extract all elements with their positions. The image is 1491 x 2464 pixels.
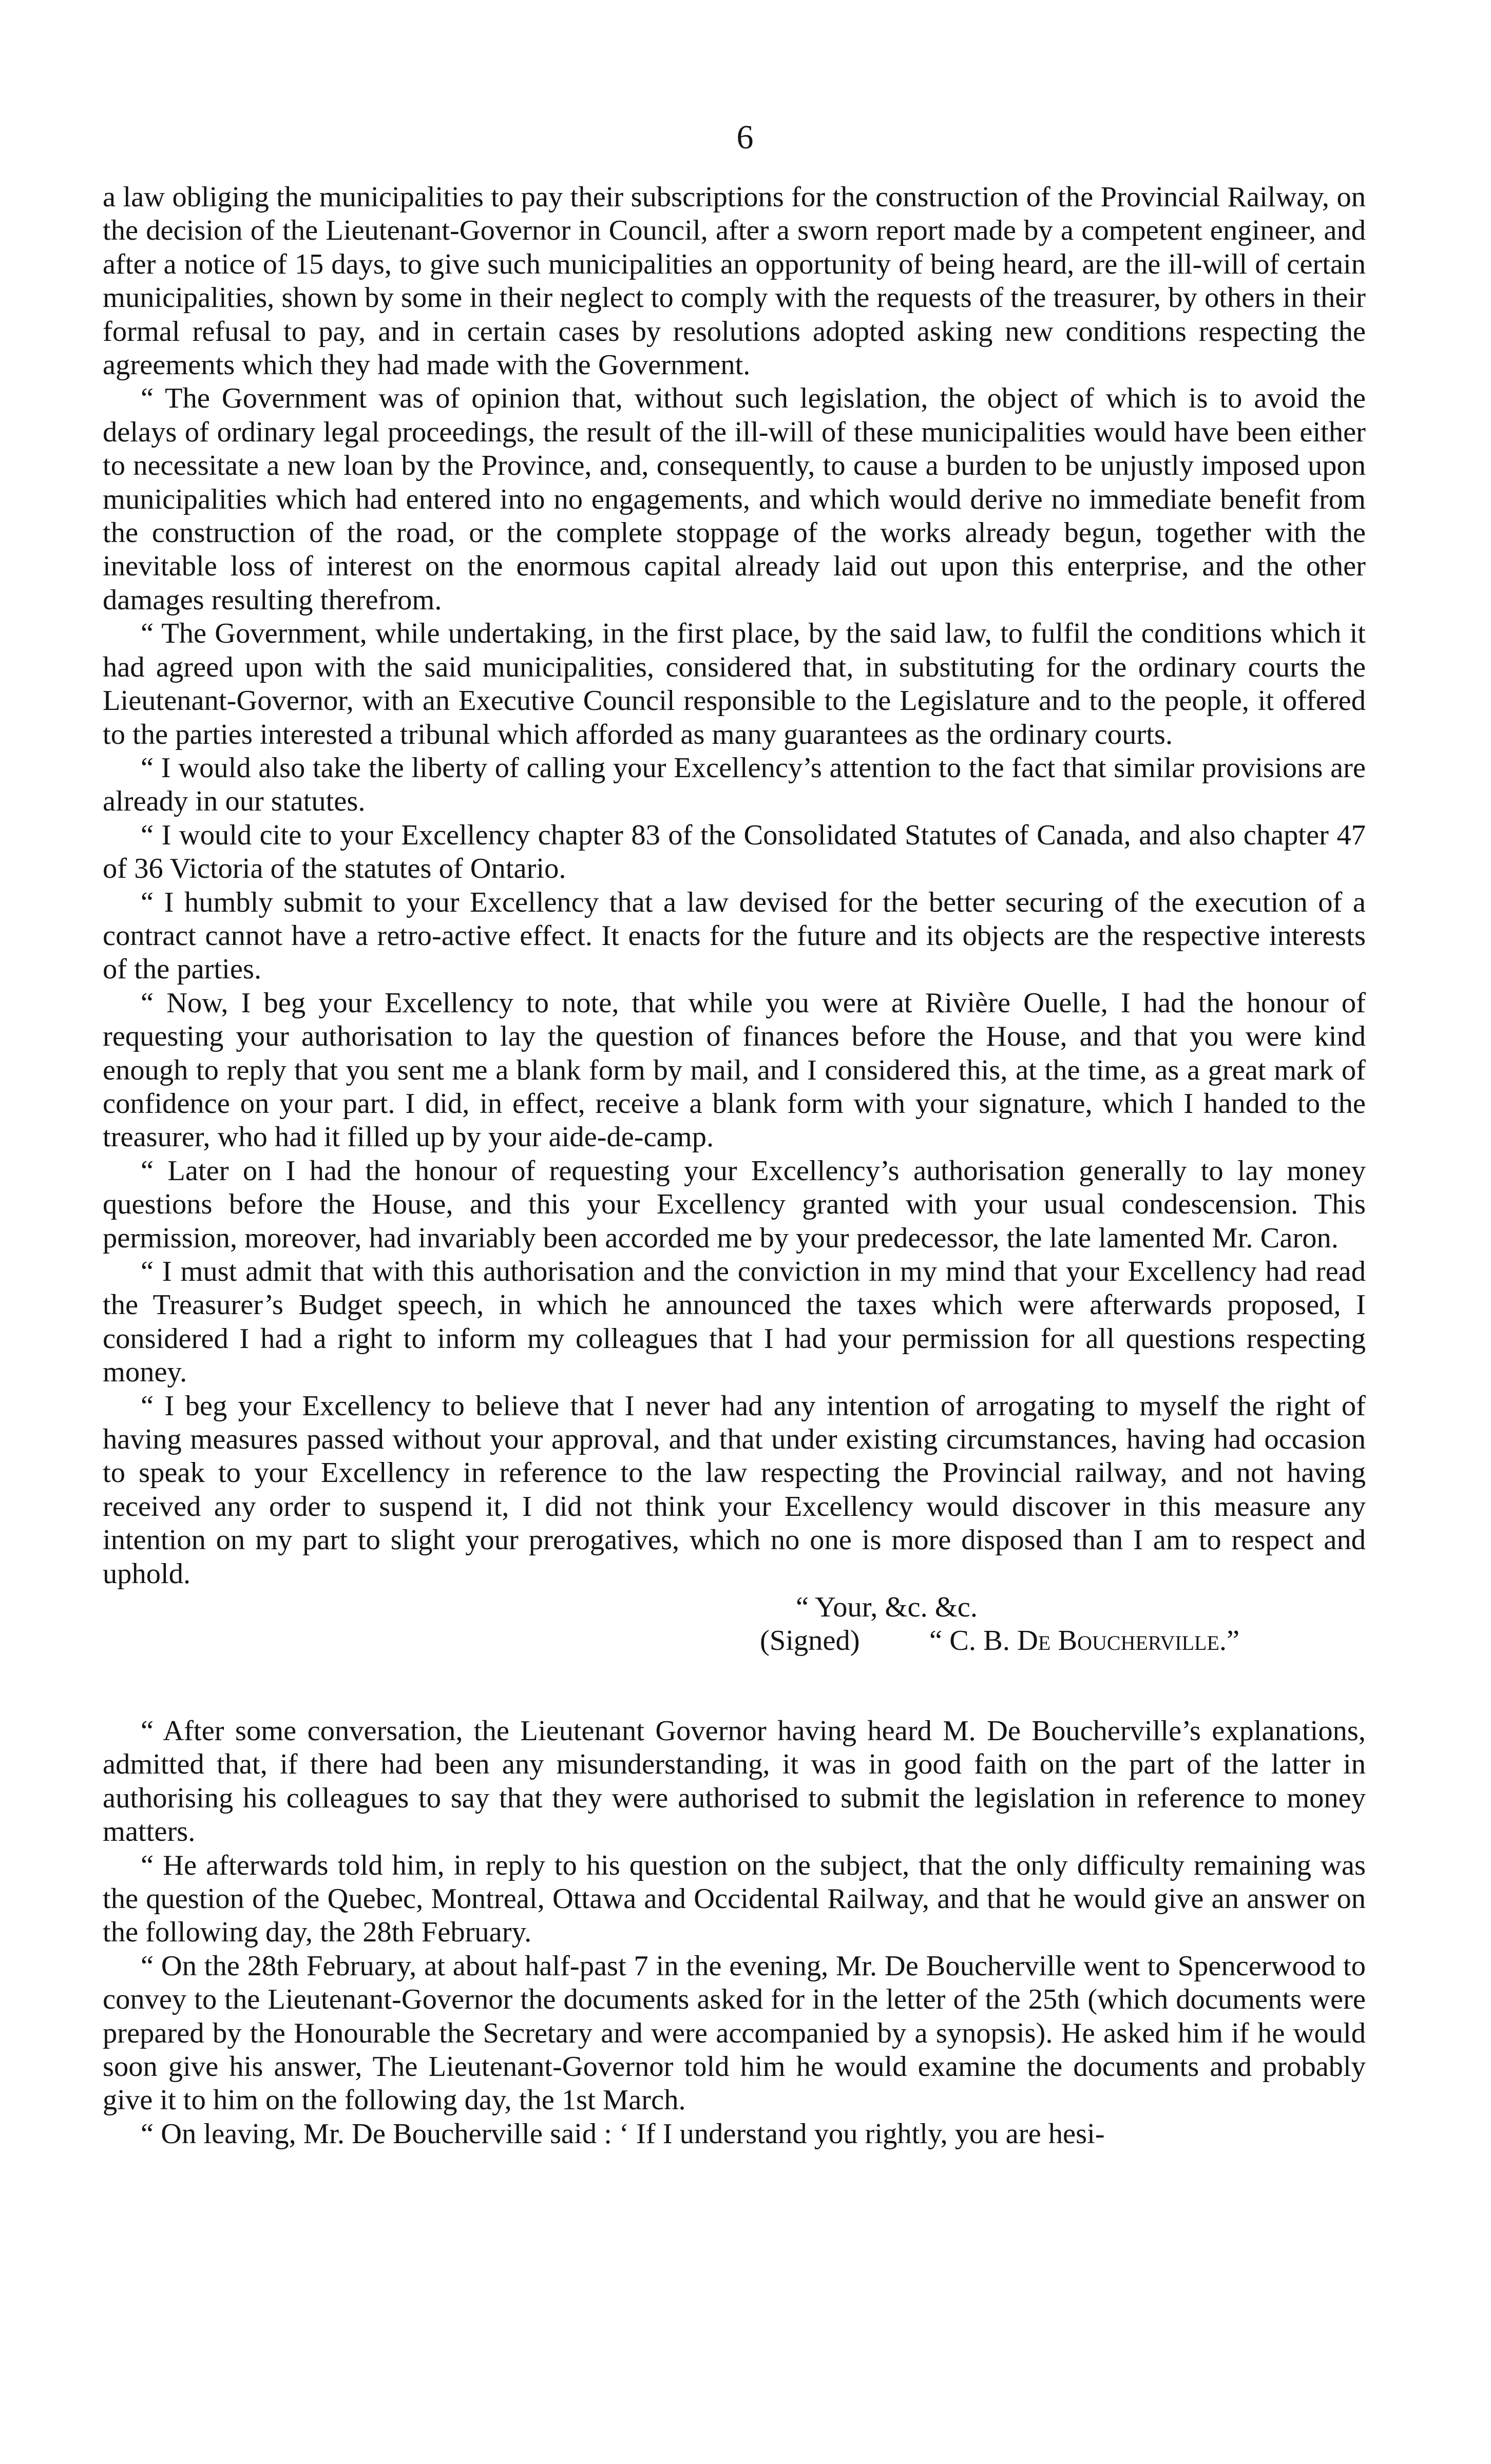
signature-close: .” bbox=[1219, 1625, 1240, 1657]
narrative-paragraph: “ After some conversation, the Lieutenant Governor having heard M. De Boucherville’s explanations, admitted that, if there had been any misunderstanding, it was in good faith on the part of the latter in authorising his colleagues to say that they were authorised to submit the legislation in reference to money matters. bbox=[103, 1715, 1366, 1848]
letter-paragraph: “ Now, I beg your Excellency to note, that while you were at Rivière Ouelle, I had the honour of requesting your authorisation to lay the question of finances before the House, and that you were kind enough to reply that you sent me a blank form by mail, and I considered this, at the time, as a great mark of confidence on your part. I did, in effect, receive a blank form with your signature, which I handed to the treasurer, who had it filled up by your aide-de-camp. bbox=[103, 987, 1366, 1153]
signature-open: “ C. B. bbox=[929, 1625, 1018, 1657]
letter-paragraph: “ I must admit that with this authorisation and the conviction in my mind that your Excellency had read the Treasurer’s Budget speech, in which he announced the taxes which were afterwards proposed, I considered I had a right to inform my colleagues that I had your permission for all questions respecting money. bbox=[103, 1256, 1366, 1389]
letter-paragraph: “ The Government, while undertaking, in the first place, by the said law, to fulfil the conditions which it had agreed upon with the said municipalities, considered that, in substituting for the ordinary courts the Lieutenant-Governor, with an Executive Council responsible to the Legislature and to the people, it offered to the parties interested a tribunal which afforded as many guarantees as the ordinary courts. bbox=[103, 618, 1366, 750]
letter-paragraph: “ I would cite to your Excellency chapter 83 of the Consolidated Statutes of Canada, and also chapter 47 of 36 Victoria of the statutes of Ontario. bbox=[103, 819, 1366, 885]
signature-name: De Boucherville bbox=[1017, 1625, 1219, 1657]
letter-paragraph: “ I humbly submit to your Excellency that a law devised for the better securing of the execution of a contract cannot have a retro-active effect. It enacts for the future and its objects are the respective interests of the parties. bbox=[103, 886, 1366, 986]
letter-paragraph: “ Later on I had the honour of requesting your Excellency’s authorisation generally to lay money questions before the House, and this your Excellency granted with your usual condescension. This permission, moreover, had invariably been accorded me by your predecessor, the late lamented Mr. Caron. bbox=[103, 1154, 1366, 1254]
closing-salutation: “ Your, &c. &c. bbox=[796, 1591, 978, 1624]
signed-label: (Signed) bbox=[760, 1625, 860, 1657]
letter-paragraph: “ I beg your Excellency to believe that I never had any intention of arrogating to myself the right of having measures passed without your approval, and that under existing circumstances, having had occasion to speak to your Excellency in reference to the law respecting the Provincial railway, and not having received any order to suspend it, I did not think your Excellency would discover in this measure any intention on my part to slight your prerogatives, which no one is more disposed than I am to respect and uphold. bbox=[103, 1390, 1366, 1590]
letter-closing bbox=[103, 1591, 1366, 1658]
narrative-paragraph: “ On leaving, Mr. De Boucherville said : ‘ If I understand you rightly, you are hesi- bbox=[141, 2118, 1105, 2150]
section-gap bbox=[103, 1658, 1366, 1715]
letter-paragraph: “ I would also take the liberty of calling your Excellency’s attention to the fact that similar provisions are already in our statutes. bbox=[103, 752, 1366, 818]
text-column bbox=[103, 181, 1366, 2151]
signature-line bbox=[103, 1624, 1366, 1658]
page-number: 6 bbox=[736, 119, 755, 156]
letter-paragraph: a law obliging the municipalities to pay their subscriptions for the construction of the Provincial Railway, on the decision of the Lieutenant-Governor in Council, after a sworn report made by a competent engineer, and after a notice of 15 days, to give such municipalities an opportunity of being heard, are the ill-will of certain municipalities, shown by some in their neglect to comply with the requests of the treasurer, by others in their formal refusal to pay, and in certain cases by resolutions adopted asking new conditions respecting the agreements which they had made with the Government. bbox=[103, 181, 1366, 381]
letter-paragraph: “ The Government was of opinion that, without such legislation, the object of which is to avoid the delays of ordinary legal proceedings, the result of the ill-will of these municipalities would have been either to necessitate a new loan by the Province, and, consequently, to cause a burden to be unjustly imposed upon municipalities which had entered into no engagements, and which would derive no immediate benefit from the construction of the road, or the complete stoppage of the works already begun, together with the inevitable loss of interest on the enormous capital already laid out upon this enterprise, and the other damages resulting therefrom. bbox=[103, 382, 1366, 616]
narrative-paragraph: “ He afterwards told him, in reply to his question on the subject, that the only difficulty remaining was the question of the Quebec, Montreal, Ottawa and Occidental Railway, and that he would give an answer on the following day, the 28th February. bbox=[103, 1849, 1366, 1949]
narrative-paragraph: “ On the 28th February, at about half-past 7 in the evening, Mr. De Boucherville went to Spencerwood to convey to the Lieutenant-Governor the documents asked for in the letter of the 25th (which documents were prepared by the Honourable the Secretary and were accompanied by a synopsis). He asked him if he would soon give his answer, The Lieutenant-Governor told him he would examine the documents and probably give it to him on the following day, the 1st March. bbox=[103, 1950, 1366, 2116]
